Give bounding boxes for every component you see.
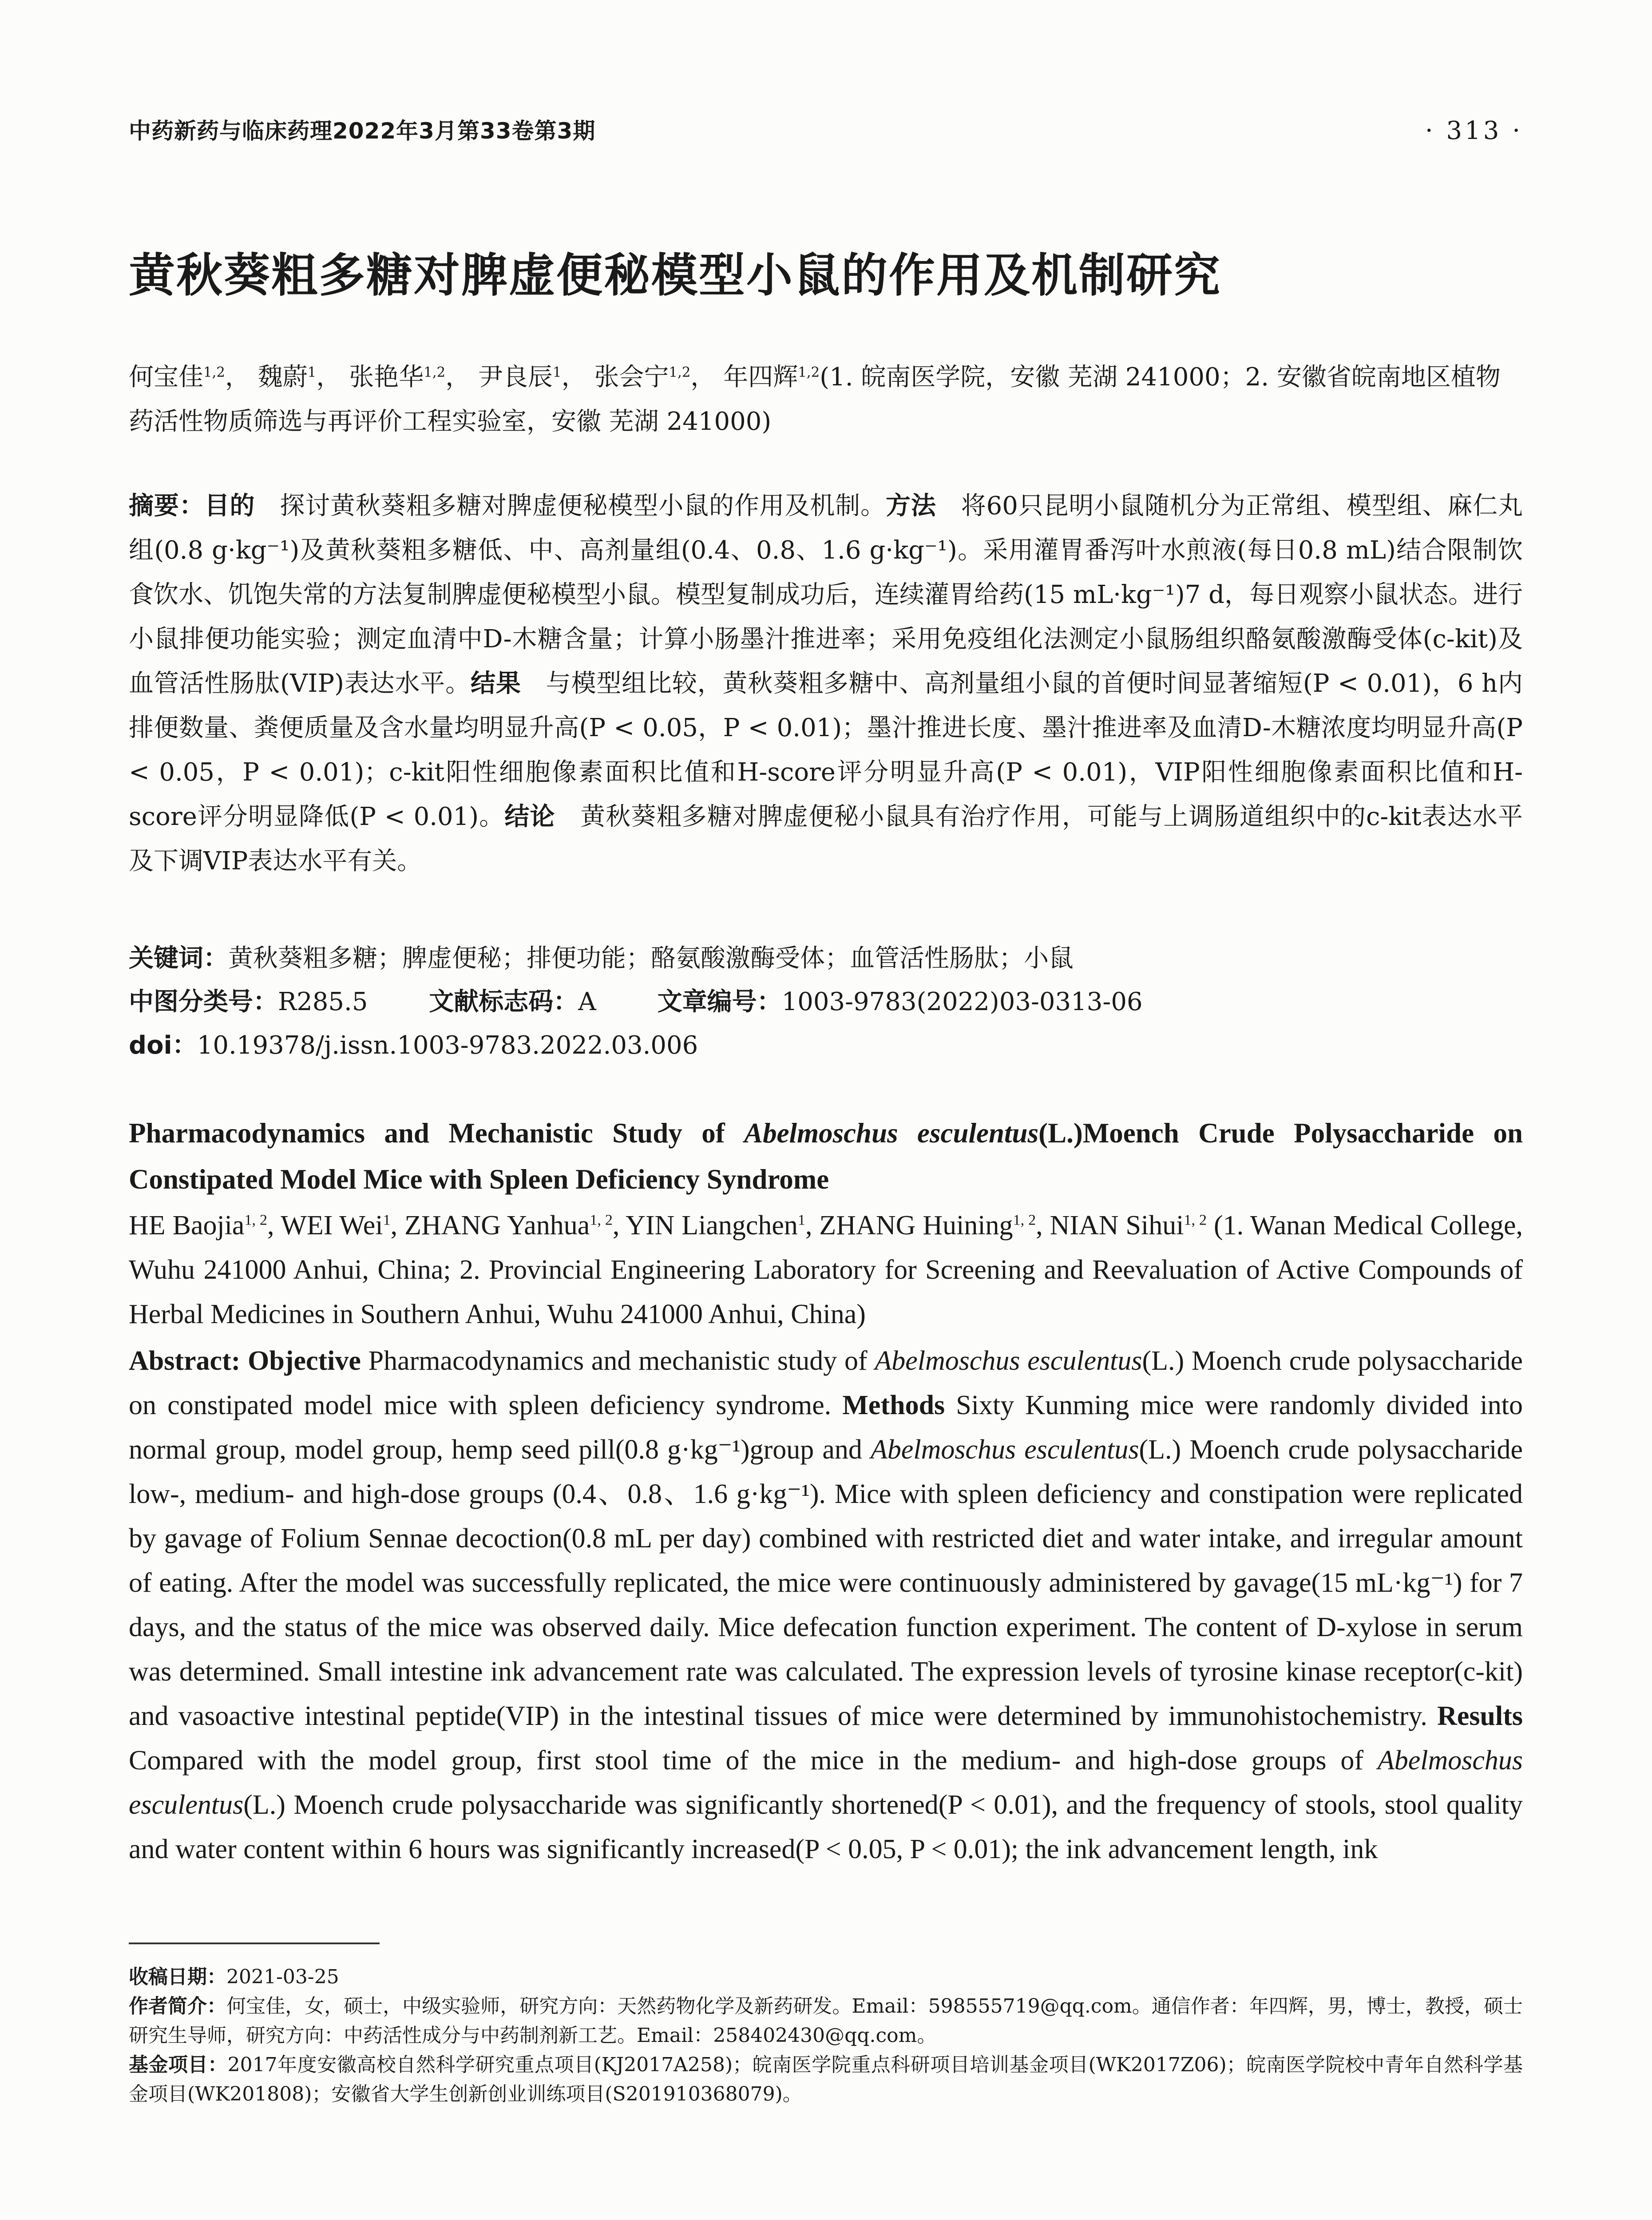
chinese-authors: 何宝佳$^{1,2}$， 魏蔚$^1$， 张艳华$^{1,2}$， 尹良辰$^1$， 张会宁$^{1,2}$， 年四辉$^{1,2}$(1. 皖南医学院，安徽 芜湖 241000；2. 安徽省皖南地区植物药活性物质筛选与再评价工程实验室，安徽 芜湖 241000) <box>129 363 1501 436</box>
english-title-species: Abelmoschus esculentus <box>744 1118 1039 1149</box>
methods-label: Methods <box>842 1390 945 1420</box>
english-abstract <box>129 1339 1523 1871</box>
chinese-abstract <box>129 484 1523 884</box>
keywords-label: 关键词： <box>129 944 228 973</box>
received-label: 收稿日期： <box>129 1966 226 1988</box>
chinese-title: 黄秋葵粗多糖对脾虚便秘模型小鼠的作用及机制研究 <box>129 248 1222 302</box>
author-affiliation-mark: 1 <box>307 364 317 381</box>
author-name: 尹良辰 <box>478 363 553 392</box>
results-text: 与模型组比较，黄秋葵粗多糖中、高剂量组小鼠的首便时间显著缩短(P < 0.01)，6 h内排便数量、粪便质量及含水量均明显升高(P < 0.05，P < 0.01)；墨汁推进长度、墨汁推进率及血清D-木糖浓度均明显升高(P < 0.05，P < 0.01)；c-kit阳性细胞像素面积比值和H-score评分明显升高(P < 0.01)，VIP阳性细胞像素面积比值和H-score评分明显降低(P < 0.01)。 <box>129 669 1523 831</box>
author-affiliation-mark: 1 <box>383 1212 391 1229</box>
classification-line <box>129 980 1523 1024</box>
species-name: Abelmoschus esculentus <box>870 1435 1139 1465</box>
doi-line <box>129 1024 1523 1067</box>
conclusion-text: 黄秋葵粗多糖对脾虚便秘小鼠具有治疗作用，可能与上调肠道组织中的c-kit表达水平及下调VIP表达水平有关。 <box>129 802 1523 876</box>
author-name: 张会宁 <box>594 363 669 392</box>
article-number-label: 文章编号： <box>657 987 782 1016</box>
clc-label: 中图分类号： <box>129 987 278 1016</box>
author-affiliation-mark: 1, 2 <box>590 1212 613 1229</box>
funding-label: 基金项目： <box>129 2054 228 2076</box>
chinese-affiliations: (1. 皖南医学院，安徽 芜湖 241000；2. 安徽省皖南地区植物药活性物质筛选与再评价工程实验室，安徽 芜湖 241000) <box>129 363 1501 436</box>
doi-label: doi： <box>129 1031 197 1060</box>
author-affiliation-mark: 1, 2 <box>244 1212 268 1229</box>
species-name: Abelmoschus esculentus <box>875 1346 1142 1376</box>
author-name: HE Baojia <box>129 1210 245 1241</box>
author-name: NIAN Sihui <box>1050 1210 1184 1241</box>
english-title-part: Pharmacodynamics and Mechanistic Study of <box>129 1118 745 1149</box>
author-affiliation-mark: 1 <box>553 364 562 381</box>
author-affiliation-mark: 1,2 <box>798 364 820 381</box>
objective-label: Objective <box>248 1346 361 1376</box>
document-code-label: 文献标志码： <box>429 987 578 1016</box>
objective-text: (L.) Moench crude polysaccharide on constipated model mice with spleen deficiency syndrome. <box>129 1346 1523 1420</box>
author-affiliation-mark: 1, 2 <box>1013 1212 1036 1229</box>
received-date: 2021-03-25 <box>226 1966 339 1988</box>
results-text: Compared with the model group, first stool time of the mice in the medium- and high-dose groups of <box>129 1745 1378 1776</box>
author-name: 魏蔚 <box>258 363 308 392</box>
author-name: 年四辉 <box>723 363 798 392</box>
author-name: YIN Liangchen <box>626 1210 798 1241</box>
methods-label: 方法 <box>886 492 936 520</box>
abstract-label: Abstract: <box>129 1346 241 1376</box>
keywords <box>129 937 1523 980</box>
clc-value: R285.5 <box>278 987 368 1016</box>
methods-text: 将60只昆明小鼠随机分为正常组、模型组、麻仁丸组(0.8 g·kg⁻¹)及黄秋葵粗多糖低、中、高剂量组(0.4、0.8、1.6 g·kg⁻¹)。采用灌胃番泻叶水煎液(每日0.8 mL)结合限制饮食饮水、饥饱失常的方法复制脾虚便秘模型小鼠。模型复制成功后，连续灌胃给药(15 mL·kg⁻¹)7 d，每日观察小鼠状态。进行小鼠排便功能实验；测定血清中D-木糖含量；计算小肠墨汁推进率；采用免疫组化法测定小鼠肠组织酪氨酸激酶受体(c-kit)及血管活性肠肽(VIP)表达水平。 <box>129 492 1523 698</box>
journal-issue: 中药新药与临床药理2022年3月第33卷第3期 <box>129 118 596 144</box>
author-name: 张艳华 <box>349 363 424 392</box>
abstract-label: 摘要： <box>129 492 205 520</box>
english-authors: HE Baojia$^{1, 2}$, WEI Wei$^1$, ZHANG Yanhua$^{1, 2}$, YIN Liangchen$^1$, ZHANG Huining$^{1, 2}$, NIAN Sihui$^{1, 2}$ (1. Wanan Medical College, Wuhu 241000 Anhui, China; 2. Provincial Engineering Laboratory for Screening and Reevaluation of Active Compounds of Herbal Medicines in Southern Anhui, Wuhu 241000 Anhui, China) <box>129 1210 1523 1329</box>
methods-text: Sixty Kunming mice were randomly divided into normal group, model group, hemp seed pill(0.8 g·kg⁻¹)group and <box>129 1390 1523 1465</box>
author-bio-text: 何宝佳，女，硕士，中级实验师，研究方向：天然药物化学及新药研发。Email：598555719@qq.com。通信作者：年四辉，男，博士，教授，硕士研究生导师，研究方向：中药活性成分与中药制剂新工艺。Email：258402430@qq.com。 <box>129 1995 1523 2047</box>
funding-text: 2017年度安徽高校自然科学研究重点项目(KJ2017A258)；皖南医学院重点科研项目培训基金项目(WK2017Z06)；皖南医学院校中青年自然科学基金项目(WK201808)；安徽省大学生创新创业训练项目(S201910368079)。 <box>129 2054 1523 2105</box>
article-number-value: 1003-9783(2022)03-0313-06 <box>781 987 1143 1016</box>
author-name: WEI Wei <box>281 1210 383 1241</box>
objective-text: 探讨黄秋葵粗多糖对脾虚便秘模型小鼠的作用及机制。 <box>280 492 886 520</box>
running-head <box>129 111 1523 151</box>
species-name: Abelmoschus esculentus <box>129 1745 1523 1820</box>
objective-label: 目的 <box>204 492 255 520</box>
footnotes <box>129 1962 1523 2109</box>
author-affiliation-mark: 1,2 <box>669 364 691 381</box>
author-affiliation-mark: 1, 2 <box>1184 1212 1207 1229</box>
english-title-part: (L.)Moench Crude Polysaccharide on Constipated Model Mice with Spleen Deficiency Syndrome <box>129 1118 1523 1195</box>
english-affiliations: (1. Wanan Medical College, Wuhu 241000 Anhui, China; 2. Provincial Engineering Laboratory for Screening and Reevaluation of Active Compounds of Herbal Medicines in Southern Anhui, Wuhu 241000 Anhui, China) <box>129 1210 1523 1329</box>
author-name: ZHANG Yanhua <box>404 1210 590 1241</box>
author-bio-label: 作者简介： <box>129 1995 227 2018</box>
footnote-divider <box>129 1942 380 1944</box>
results-label: 结果 <box>471 669 521 698</box>
footnote-funding <box>129 2050 1523 2109</box>
methods-text: (L.) Moench crude polysaccharide low-, medium- and high-dose groups (0.4、0.8、1.6 g·kg⁻¹). Mice with spleen deficiency and constipation were replicated by gavage of Folium Sennae decoction(0.8 mL per day) combined with restricted diet and water intake, and irregular amount of eating. After the model was successfully replicated, the mice were continuously administered by gavage(15 mL·kg⁻¹) for 7 days, and the status of the mice was observed daily. Mice defecation function experiment. The content of D-xylose in serum was determined. Small intestine ink advancement rate was calculated. The expression levels of tyrosine kinase receptor(c-kit) and vasoactive intestinal peptide(VIP) in the intestinal tissues of mice were determined by immunohistochemistry. <box>129 1435 1523 1731</box>
results-text: (L.) Moench crude polysaccharide was significantly shortened(P < 0.01), and the frequency of stools, stool quality and water content within 6 hours was significantly increased(P < 0.05, P < 0.01); the ink advancement length, ink <box>129 1790 1523 1864</box>
footnote-author-bio <box>129 1992 1523 2050</box>
page-number: · 313 · <box>1425 116 1523 145</box>
footnote-received <box>129 1962 1523 1992</box>
document-code-value: A <box>578 987 596 1016</box>
doi-value: 10.19378/j.issn.1003-9783.2022.03.006 <box>197 1031 698 1060</box>
objective-text: Pharmacodynamics and mechanistic study of <box>368 1346 875 1376</box>
author-affiliation-mark: 1,2 <box>424 364 446 381</box>
keywords-text: 黄秋葵粗多糖；脾虚便秘；排便功能；酪氨酸激酶受体；血管活性肠肽；小鼠 <box>228 944 1074 973</box>
author-affiliation-mark: 1,2 <box>203 364 225 381</box>
conclusion-label: 结论 <box>504 802 555 831</box>
english-title <box>129 1110 1523 1202</box>
author-name: ZHANG Huining <box>819 1210 1013 1241</box>
results-label: Results <box>1437 1701 1523 1731</box>
author-name: 何宝佳 <box>129 363 203 392</box>
author-affiliation-mark: 1 <box>797 1212 805 1229</box>
